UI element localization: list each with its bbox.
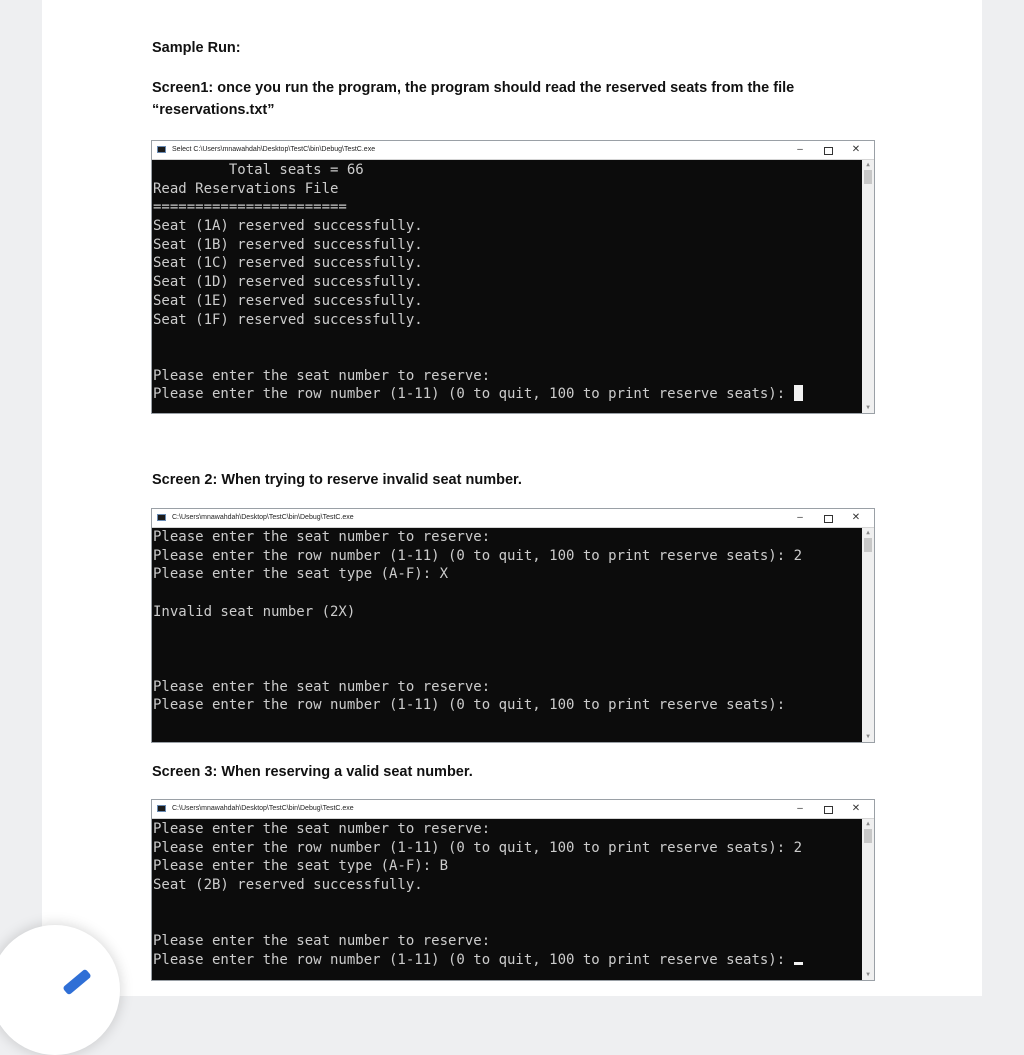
pen-icon (62, 969, 91, 996)
console-line (152, 621, 874, 640)
console-line (152, 640, 874, 659)
screen2-description: When trying to reserve invalid seat number. (217, 472, 522, 488)
console-line (152, 659, 874, 678)
maximize-icon (824, 806, 833, 814)
minimize-button[interactable]: – (797, 803, 803, 814)
console-line (152, 348, 874, 367)
console-prompt-line[interactable] (152, 951, 874, 970)
console-line: Seat (1B) reserved successfully. (153, 236, 423, 253)
minimize-button[interactable]: – (797, 512, 803, 523)
scroll-up-icon[interactable]: ▲ (866, 161, 870, 168)
scroll-up-icon[interactable]: ▲ (866, 820, 870, 827)
console-line: Total seats = 66 (153, 162, 364, 178)
screen2-label: Screen 2: (152, 472, 218, 488)
vertical-scrollbar[interactable] (862, 528, 874, 742)
screen3-description: When reserving a valid seat number. (217, 764, 473, 780)
maximize-icon (824, 515, 833, 523)
text-cursor (794, 385, 803, 401)
scrollbar-thumb[interactable] (864, 829, 872, 843)
screen3-heading (152, 761, 473, 783)
close-button[interactable]: ✕ (851, 512, 861, 523)
console-line: Please enter the seat type (A-F): B (153, 858, 449, 875)
console-output (152, 528, 874, 742)
console-window-3 (151, 799, 875, 981)
maximize-icon (824, 147, 833, 155)
console-output (152, 160, 874, 413)
console-titlebar (152, 509, 874, 528)
screen1-heading (152, 77, 794, 99)
console-line: Please enter the row number (1-11) (0 to quit, 100 to print reserve seats): 2 (153, 839, 803, 856)
vertical-scrollbar[interactable] (862, 819, 874, 980)
console-line (152, 895, 874, 914)
console-line: Seat (1A) reserved successfully. (153, 218, 423, 235)
console-line (152, 913, 874, 932)
screen2-heading (152, 469, 522, 491)
console-title: Select C:\Users\mnawahdah\Desktop\TestC\bin\Debug\TestC.exe (172, 146, 376, 153)
console-line: Seat (2B) reserved successfully. (153, 877, 423, 894)
scroll-down-icon[interactable]: ▼ (866, 971, 870, 978)
console-app-icon (157, 146, 166, 153)
screen3-label: Screen 3: (152, 764, 218, 780)
console-line: Please enter the seat number to reserve: (153, 678, 491, 695)
console-title: C:\Users\mnawahdah\Desktop\TestC\bin\Debug\TestC.exe (172, 805, 354, 812)
close-button[interactable]: ✕ (851, 144, 861, 155)
text-cursor (794, 962, 803, 965)
console-line: ======================= (153, 199, 347, 216)
console-line: Read Reservations File (153, 180, 339, 197)
sample-run-heading: Sample Run: (152, 40, 241, 56)
console-line (152, 584, 874, 603)
scroll-down-icon[interactable]: ▼ (866, 404, 870, 411)
maximize-button[interactable] (818, 509, 838, 530)
console-line: Seat (1D) reserved successfully. (153, 274, 423, 291)
console-titlebar (152, 800, 874, 819)
console-window-2 (151, 508, 875, 743)
console-line: Please enter the seat number to reserve: (153, 933, 491, 950)
console-line: Please enter the seat number to reserve: (153, 367, 491, 384)
console-line: Please enter the seat number to reserve: (153, 821, 491, 837)
console-line: Please enter the row number (1-11) (0 to quit, 100 to print reserve seats): 2 (153, 547, 803, 564)
screen1-filename: “reservations.txt” (152, 102, 275, 118)
console-line: Please enter the seat number to reserve: (153, 529, 491, 545)
console-window-1 (151, 140, 875, 414)
console-line-text: Please enter the row number (1-11) (0 to quit, 100 to print reserve seats): (153, 386, 794, 403)
scroll-up-icon[interactable]: ▲ (866, 529, 870, 536)
close-button[interactable]: ✕ (851, 803, 861, 814)
console-line: Seat (1C) reserved successfully. (153, 255, 423, 272)
screen1-description: once you run the program, the program should read the reserved seats from the file (213, 80, 795, 96)
console-app-icon (157, 805, 166, 812)
console-line: Please enter the seat type (A-F): X (153, 566, 449, 583)
console-app-icon (157, 514, 166, 521)
console-title: C:\Users\mnawahdah\Desktop\TestC\bin\Debug\TestC.exe (172, 514, 354, 521)
console-line: Seat (1F) reserved successfully. (153, 311, 423, 328)
minimize-button[interactable]: – (797, 144, 803, 155)
console-output (152, 819, 874, 980)
console-line: Invalid seat number (2X) (153, 603, 356, 620)
maximize-button[interactable] (818, 800, 838, 821)
scrollbar-thumb[interactable] (864, 538, 872, 552)
maximize-button[interactable] (818, 141, 838, 162)
scrollbar-thumb[interactable] (864, 170, 872, 184)
console-prompt-line[interactable]: Please enter the row number (1-11) (0 to quit, 100 to print reserve seats): (153, 697, 786, 714)
console-line (152, 329, 874, 348)
edit-fab-button[interactable] (0, 925, 120, 1055)
scroll-down-icon[interactable]: ▼ (866, 733, 870, 740)
console-line: Seat (1E) reserved successfully. (153, 292, 423, 309)
console-prompt-line[interactable] (152, 385, 874, 404)
console-line-text: Please enter the row number (1-11) (0 to quit, 100 to print reserve seats): (153, 951, 794, 968)
screen1-label: Screen1: (152, 80, 214, 96)
vertical-scrollbar[interactable] (862, 160, 874, 413)
console-titlebar (152, 141, 874, 160)
